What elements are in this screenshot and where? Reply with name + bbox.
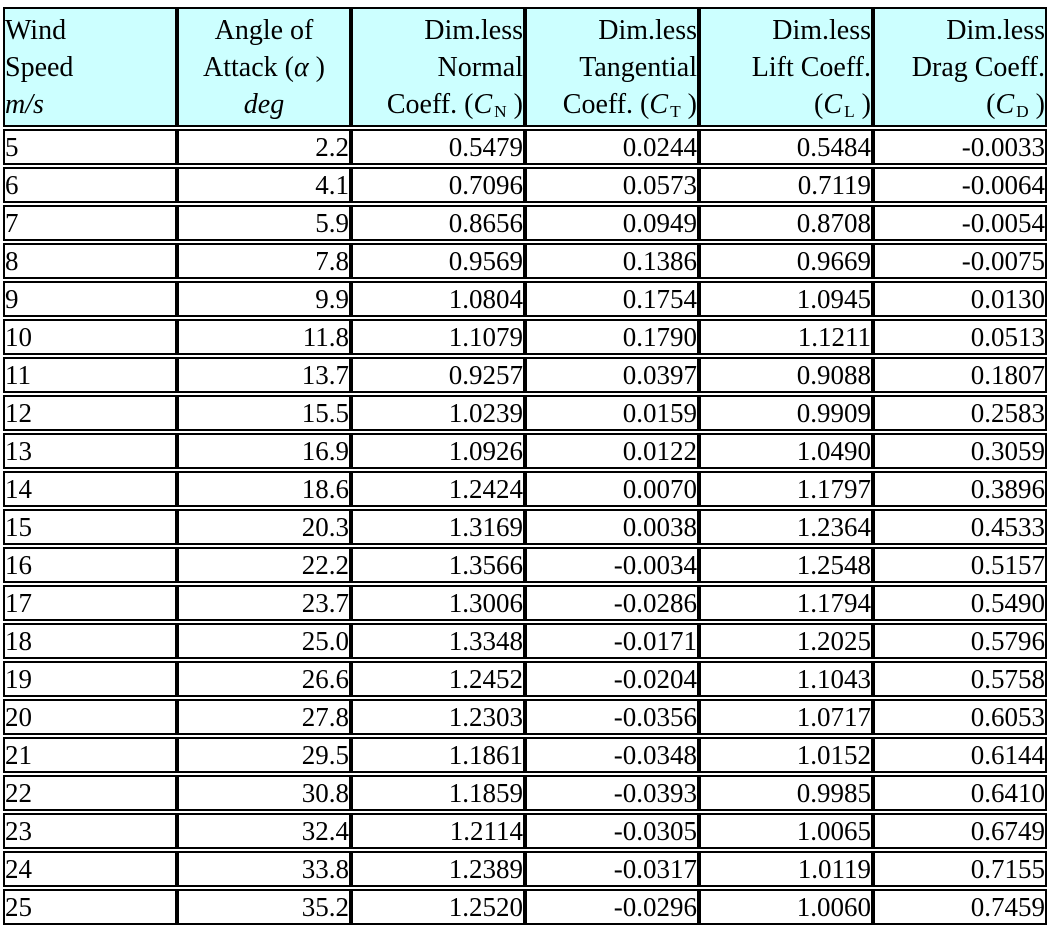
cell: 0.9569: [351, 243, 525, 279]
cell: 0.7119: [699, 167, 873, 203]
cell: 20: [3, 699, 177, 735]
table-row-13: [3, 433, 1047, 469]
header-subscript: D: [1016, 101, 1029, 121]
cell: -0.0204: [525, 661, 699, 697]
cell: 0.0038: [525, 509, 699, 545]
cell: 4.1: [177, 167, 351, 203]
cell: 14: [3, 471, 177, 507]
header-text: (: [814, 88, 824, 120]
cell: 9: [3, 281, 177, 317]
table-row-6: [3, 167, 1047, 203]
cell: 1.3566: [351, 547, 525, 583]
cell: 1.1079: [351, 319, 525, 355]
cell: 5: [3, 129, 177, 165]
cell: 1.0945: [699, 281, 873, 317]
cell: 1.2548: [699, 547, 873, 583]
cell: 1.0065: [699, 813, 873, 849]
cell: 1.2389: [351, 851, 525, 887]
cell: 0.6053: [873, 699, 1047, 735]
cell: 9.9: [177, 281, 351, 317]
header-text: Normal: [437, 51, 523, 83]
table-row-9: [3, 281, 1047, 317]
header-line: [353, 12, 523, 49]
cell: 1.2303: [351, 699, 525, 735]
cell: 0.9909: [699, 395, 873, 431]
table-row-5: [3, 129, 1047, 165]
cell: 11.8: [177, 319, 351, 355]
header-text: Tangential: [579, 51, 697, 83]
cell: 0.5490: [873, 585, 1047, 621]
cell: 1.3006: [351, 585, 525, 621]
cell: 0.1386: [525, 243, 699, 279]
header-text: Dim.less: [772, 14, 871, 46]
cell: 25.0: [177, 623, 351, 659]
cell: 1.2114: [351, 813, 525, 849]
cell: -0.0305: [525, 813, 699, 849]
header-line: [527, 49, 697, 86]
column-header-3: [525, 7, 699, 127]
header-text: Dim.less: [598, 14, 697, 46]
header-row: [3, 7, 1047, 127]
header-line: [353, 49, 523, 86]
cell: 0.2583: [873, 395, 1047, 431]
table-row-11: [3, 357, 1047, 393]
cell: 0.9257: [351, 357, 525, 393]
header-line: [875, 49, 1045, 86]
cell: 17: [3, 585, 177, 621]
cell: 0.3896: [873, 471, 1047, 507]
cell: 15.5: [177, 395, 351, 431]
cell: 1.2364: [699, 509, 873, 545]
cell: -0.0171: [525, 623, 699, 659]
column-header-4: [699, 7, 873, 127]
cell: 0.9985: [699, 775, 873, 811]
cell: 18: [3, 623, 177, 659]
header-line: [527, 12, 697, 49]
header-line: [527, 86, 697, 123]
header-line: [5, 86, 175, 123]
cell: 25: [3, 889, 177, 925]
column-header-1: [177, 7, 351, 127]
header-line: [5, 12, 175, 49]
cell: -0.0348: [525, 737, 699, 773]
cell: 0.4533: [873, 509, 1047, 545]
cell: -0.0296: [525, 889, 699, 925]
cell: 7: [3, 205, 177, 241]
cell: 1.3348: [351, 623, 525, 659]
table-row-7: [3, 205, 1047, 241]
header-text: deg: [243, 88, 285, 120]
cell: 30.8: [177, 775, 351, 811]
table-row-21: [3, 737, 1047, 773]
cell: 0.7096: [351, 167, 525, 203]
cell: 1.3169: [351, 509, 525, 545]
cell: 16.9: [177, 433, 351, 469]
cell: 19: [3, 661, 177, 697]
cell: 0.0573: [525, 167, 699, 203]
header-line: [701, 12, 871, 49]
header-text: Speed: [5, 51, 74, 83]
cell: -0.0033: [873, 129, 1047, 165]
cell: -0.0286: [525, 585, 699, 621]
cell: 16: [3, 547, 177, 583]
header-text: Angle of: [214, 14, 314, 46]
header-line: [701, 49, 871, 86]
header-text: Dim.less: [424, 14, 523, 46]
cell: -0.0034: [525, 547, 699, 583]
cell: 24: [3, 851, 177, 887]
table-row-18: [3, 623, 1047, 659]
cell: 0.1790: [525, 319, 699, 355]
header-text: C: [823, 88, 843, 120]
cell: 0.6144: [873, 737, 1047, 773]
cell: 1.0926: [351, 433, 525, 469]
cell: -0.0393: [525, 775, 699, 811]
header-line: [179, 12, 349, 49]
header-text: ): [506, 88, 523, 120]
cell: 0.7155: [873, 851, 1047, 887]
cell: 1.1797: [699, 471, 873, 507]
header-text: ): [1028, 88, 1045, 120]
cell: 15: [3, 509, 177, 545]
cell: -0.0054: [873, 205, 1047, 241]
cell: 0.7459: [873, 889, 1047, 925]
cell: 0.1807: [873, 357, 1047, 393]
cell: 22.2: [177, 547, 351, 583]
table-row-23: [3, 813, 1047, 849]
cell: 5.9: [177, 205, 351, 241]
header-text: Lift Coeff.: [751, 51, 871, 83]
table-body: [3, 129, 1047, 925]
cell: 1.0119: [699, 851, 873, 887]
cell: 13: [3, 433, 177, 469]
cell: -0.0075: [873, 243, 1047, 279]
cell: 0.6749: [873, 813, 1047, 849]
cell: 23.7: [177, 585, 351, 621]
cell: 1.2520: [351, 889, 525, 925]
cell: 1.1043: [699, 661, 873, 697]
table-row-17: [3, 585, 1047, 621]
header-line: [179, 49, 349, 86]
table-row-12: [3, 395, 1047, 431]
cell: 0.9669: [699, 243, 873, 279]
cell: 13.7: [177, 357, 351, 393]
table-row-20: [3, 699, 1047, 735]
cell: 0.5479: [351, 129, 525, 165]
header-line: [179, 86, 349, 123]
header-subscript: T: [670, 101, 681, 121]
cell: 1.2452: [351, 661, 525, 697]
cell: 10: [3, 319, 177, 355]
header-line: [5, 49, 175, 86]
header-text: ): [308, 51, 325, 83]
header-text: Attack (: [203, 51, 294, 83]
cell: 1.1211: [699, 319, 873, 355]
header-text: Wind: [5, 14, 67, 46]
header-subscript: N: [494, 101, 507, 121]
cell: 0.5758: [873, 661, 1047, 697]
column-header-5: [873, 7, 1047, 127]
coefficient-table: [3, 5, 1047, 927]
cell: 22: [3, 775, 177, 811]
cell: 1.0239: [351, 395, 525, 431]
header-text: (: [986, 88, 996, 120]
cell: 23: [3, 813, 177, 849]
cell: 0.0513: [873, 319, 1047, 355]
table-row-19: [3, 661, 1047, 697]
cell: 0.8656: [351, 205, 525, 241]
cell: 1.0060: [699, 889, 873, 925]
cell: 0.0949: [525, 205, 699, 241]
cell: 0.0130: [873, 281, 1047, 317]
cell: 12: [3, 395, 177, 431]
cell: 1.1794: [699, 585, 873, 621]
cell: 0.9088: [699, 357, 873, 393]
column-header-2: [351, 7, 525, 127]
table-row-25: [3, 889, 1047, 925]
header-line: [875, 12, 1045, 49]
cell: 0.5796: [873, 623, 1047, 659]
cell: 0.0159: [525, 395, 699, 431]
cell: 27.8: [177, 699, 351, 735]
cell: 21: [3, 737, 177, 773]
cell: 0.0122: [525, 433, 699, 469]
table-row-14: [3, 471, 1047, 507]
cell: 35.2: [177, 889, 351, 925]
cell: 0.0244: [525, 129, 699, 165]
cell: 33.8: [177, 851, 351, 887]
header-text: ): [854, 88, 871, 120]
cell: 0.0397: [525, 357, 699, 393]
cell: 0.1754: [525, 281, 699, 317]
cell: 0.3059: [873, 433, 1047, 469]
cell: 18.6: [177, 471, 351, 507]
cell: 1.0490: [699, 433, 873, 469]
header-text: ): [680, 88, 697, 120]
cell: 0.5157: [873, 547, 1047, 583]
header-text: C: [473, 88, 493, 120]
table-header: [3, 7, 1047, 127]
table-row-8: [3, 243, 1047, 279]
header-text: m/s: [5, 88, 44, 120]
cell: 1.1861: [351, 737, 525, 773]
header-text: Coeff. (: [386, 88, 474, 120]
header-text: Drag Coeff.: [911, 51, 1045, 83]
cell: 1.2424: [351, 471, 525, 507]
cell: 7.8: [177, 243, 351, 279]
cell: -0.0317: [525, 851, 699, 887]
header-text: α: [293, 51, 309, 83]
cell: -0.0356: [525, 699, 699, 735]
cell: 32.4: [177, 813, 351, 849]
cell: 0.8708: [699, 205, 873, 241]
cell: 1.1859: [351, 775, 525, 811]
cell: 8: [3, 243, 177, 279]
cell: 1.0804: [351, 281, 525, 317]
cell: 26.6: [177, 661, 351, 697]
header-line: [353, 86, 523, 123]
cell: 1.2025: [699, 623, 873, 659]
cell: 6: [3, 167, 177, 203]
cell: -0.0064: [873, 167, 1047, 203]
table-row-16: [3, 547, 1047, 583]
table-row-22: [3, 775, 1047, 811]
table-row-10: [3, 319, 1047, 355]
header-text: C: [649, 88, 669, 120]
header-text: C: [995, 88, 1015, 120]
table-row-24: [3, 851, 1047, 887]
cell: 20.3: [177, 509, 351, 545]
table-row-15: [3, 509, 1047, 545]
column-header-0: [3, 7, 177, 127]
cell: 0.6410: [873, 775, 1047, 811]
header-line: [701, 86, 871, 123]
cell: 0.0070: [525, 471, 699, 507]
cell: 2.2: [177, 129, 351, 165]
header-text: Coeff. (: [562, 88, 650, 120]
header-line: [875, 86, 1045, 123]
cell: 11: [3, 357, 177, 393]
header-subscript: L: [844, 101, 855, 121]
cell: 1.0717: [699, 699, 873, 735]
header-text: Dim.less: [946, 14, 1045, 46]
cell: 0.5484: [699, 129, 873, 165]
cell: 29.5: [177, 737, 351, 773]
cell: 1.0152: [699, 737, 873, 773]
